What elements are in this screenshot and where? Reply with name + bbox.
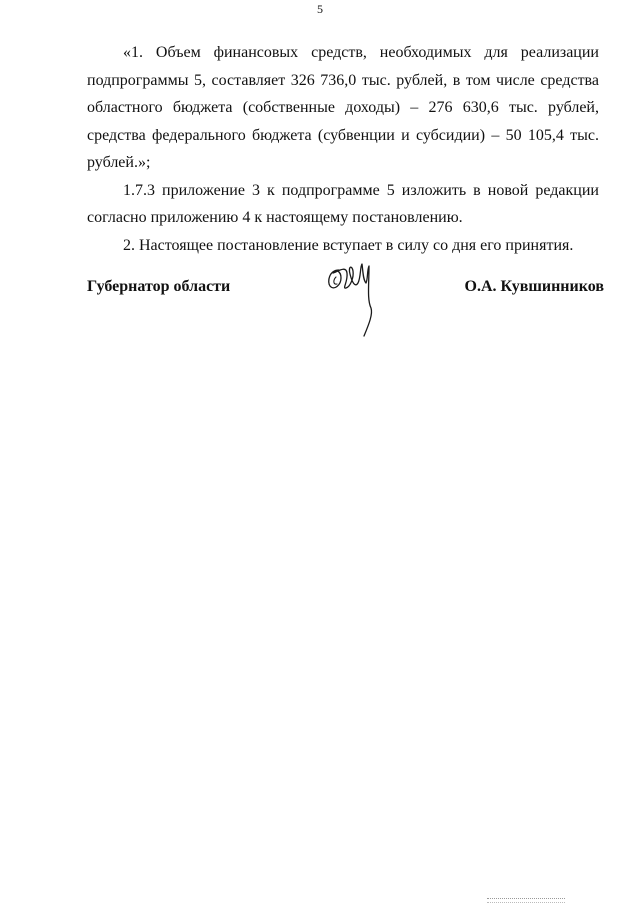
paragraph-effective-date: 2. Настоящее постановление вступает в силу со дня его принятия. (123, 236, 574, 254)
footer-mark (487, 898, 565, 903)
handwritten-signature-icon (325, 258, 375, 340)
page-number: 5 (317, 2, 323, 16)
signature-block (87, 278, 604, 338)
paragraph-financing: «1. Объем финансовых средств, необходимых для реализации подпрограммы 5, составляет 326 736,0 тыс. рублей, в том числе средства областного бюджета (собственные доходы) – 276 630,6 тыс. рублей, средства федерального бюджета (субвенции и субсидии) – 50 105,4 тыс. рублей.»; (87, 44, 599, 171)
position-title: Губернатор области (87, 278, 231, 295)
signatory-name: О.А. Кувшинников (464, 278, 604, 295)
paragraph-appendix: 1.7.3 приложение 3 к подпрограмме 5 изложить в новой редакции согласно приложению 4 к настоящему постановлению. (87, 181, 599, 226)
document-body (87, 39, 599, 259)
